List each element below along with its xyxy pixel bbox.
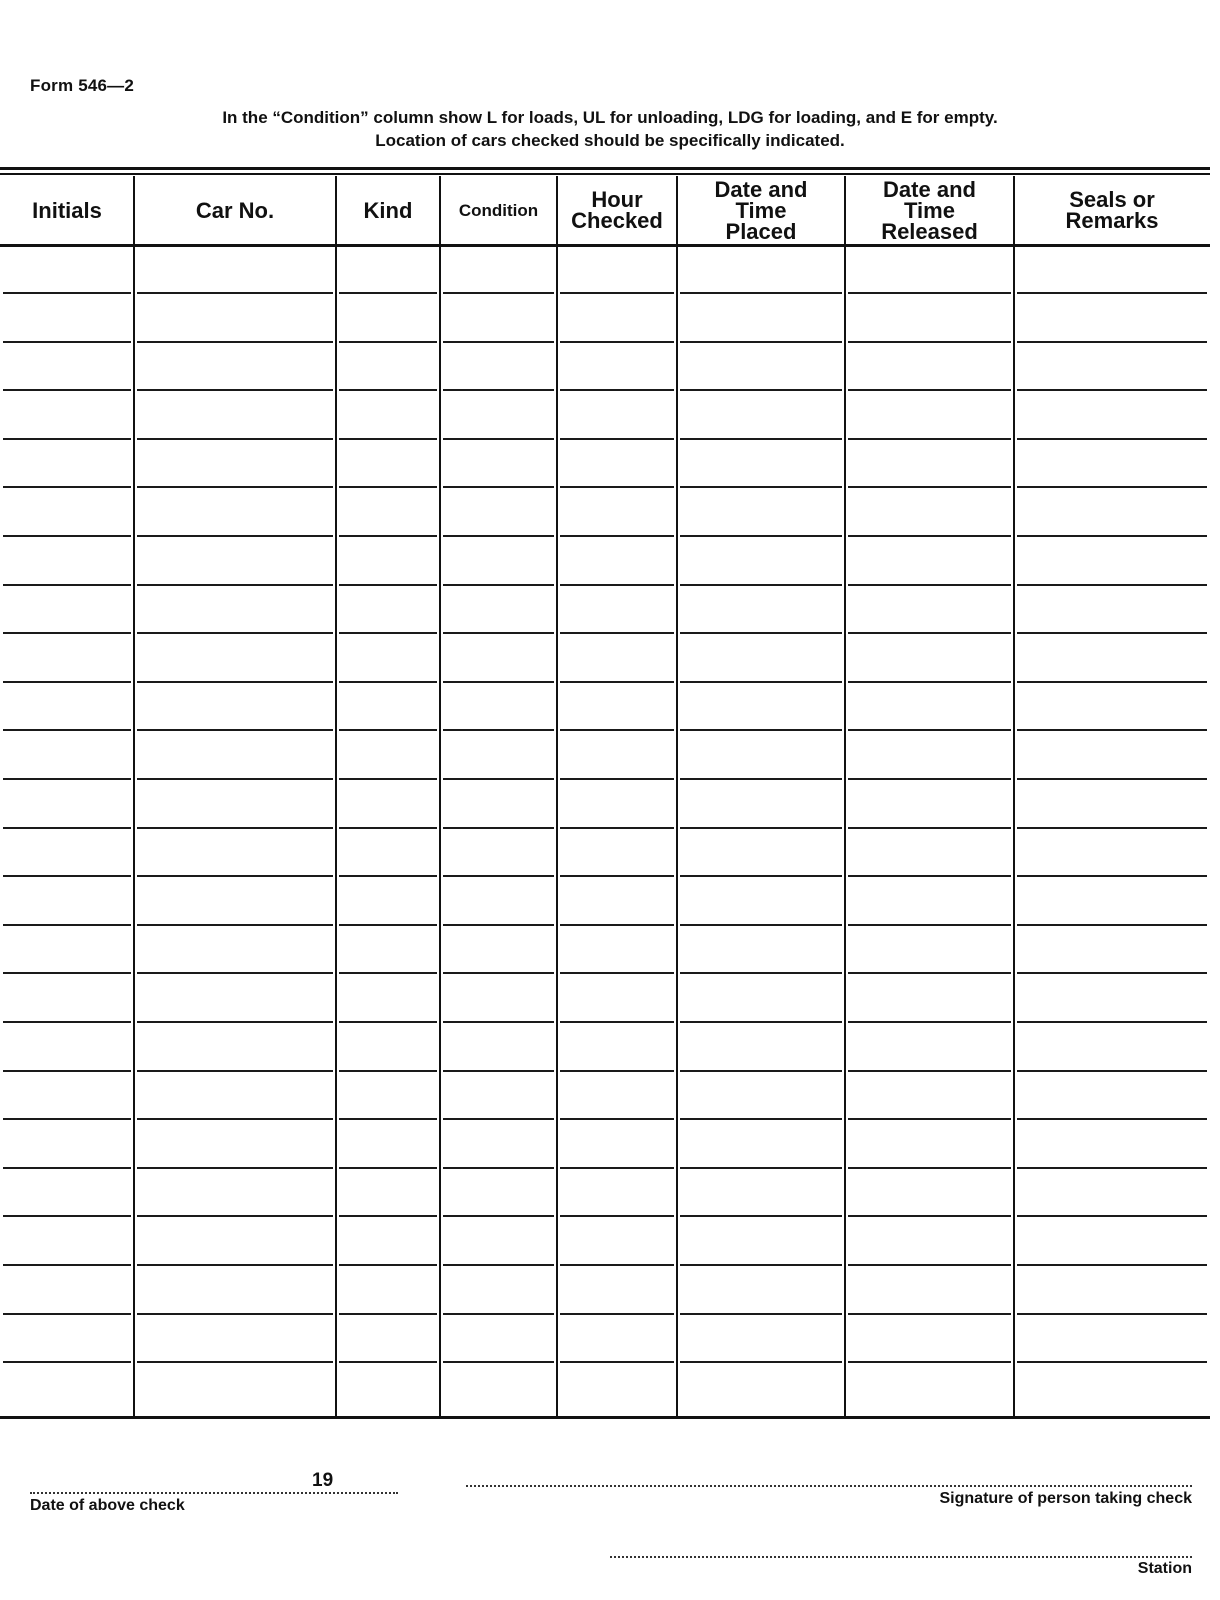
table-cell-condition[interactable] (444, 975, 553, 1021)
table-cell-initials[interactable] (4, 1024, 130, 1070)
table-cell-car-no[interactable] (138, 295, 332, 341)
form-number: Form 546—2 (30, 76, 135, 95)
table-cell-condition[interactable] (444, 926, 553, 972)
table-cell-date-time-placed[interactable] (681, 1315, 841, 1361)
table-cell-car-no[interactable] (138, 1218, 332, 1264)
table-cell-date-time-placed[interactable] (681, 1364, 841, 1410)
table-cell-initials[interactable] (4, 538, 130, 584)
table-cell-hour-checked[interactable] (561, 781, 673, 827)
table-row (0, 440, 1210, 488)
table-cell-hour-checked[interactable] (561, 538, 673, 584)
table-cell-seals-remarks[interactable] (1018, 829, 1206, 875)
table-row (0, 1072, 1210, 1120)
table-cell-car-no[interactable] (138, 635, 332, 681)
table-cell-seals-remarks[interactable] (1018, 926, 1206, 972)
table-cell-seals-remarks[interactable] (1018, 1218, 1206, 1264)
table-cell-hour-checked[interactable] (561, 975, 673, 1021)
table-cell-kind[interactable] (340, 1169, 436, 1215)
table-cell-car-no[interactable] (138, 440, 332, 486)
table-row (0, 975, 1210, 1023)
table-cell-seals-remarks[interactable] (1018, 1315, 1206, 1361)
table-cell-initials[interactable] (4, 1315, 130, 1361)
table-cell-seals-remarks[interactable] (1018, 392, 1206, 438)
table-cell-condition[interactable] (444, 489, 553, 535)
table-cell-seals-remarks[interactable] (1018, 586, 1206, 632)
table-cell-date-time-released[interactable] (849, 1315, 1010, 1361)
table-cell-initials[interactable] (4, 732, 130, 778)
table-cell-initials[interactable] (4, 392, 130, 438)
table-cell-seals-remarks[interactable] (1018, 440, 1206, 486)
station-label: Station (1137, 1560, 1192, 1577)
table-cell-kind[interactable] (340, 295, 436, 341)
table-cell-date-time-placed[interactable] (681, 1072, 841, 1118)
table-cell-car-no[interactable] (138, 1024, 332, 1070)
table-cell-date-time-released[interactable] (849, 829, 1010, 875)
table-cell-date-time-released[interactable] (849, 635, 1010, 681)
table-cell-initials[interactable] (4, 829, 130, 875)
table-row (0, 683, 1210, 731)
table-row (0, 392, 1210, 440)
table-cell-car-no[interactable] (138, 343, 332, 389)
column-header-initials: Initials (32, 197, 102, 223)
table-cell-condition[interactable] (444, 878, 553, 924)
table-cell-seals-remarks[interactable] (1018, 878, 1206, 924)
table-cell-initials[interactable] (4, 683, 130, 729)
table-cell-condition[interactable] (444, 538, 553, 584)
table-cell-car-no[interactable] (138, 1315, 332, 1361)
table-row (0, 586, 1210, 634)
table-cell-condition[interactable] (444, 781, 553, 827)
table-cell-date-time-placed[interactable] (681, 975, 841, 1021)
table-cell-condition[interactable] (444, 1364, 553, 1410)
table-bottom-rule (0, 1416, 1210, 1419)
table-cell-car-no[interactable] (138, 392, 332, 438)
table-top-rule-inner (0, 173, 1210, 175)
table-cell-initials[interactable] (4, 781, 130, 827)
table-cell-date-time-released[interactable] (849, 1169, 1010, 1215)
table-cell-hour-checked[interactable] (561, 1072, 673, 1118)
table-cell-date-time-placed[interactable] (681, 1024, 841, 1070)
table-cell-date-time-released[interactable] (849, 246, 1010, 292)
table-cell-condition[interactable] (444, 1267, 553, 1313)
table-row (0, 926, 1210, 974)
table-cell-hour-checked[interactable] (561, 926, 673, 972)
table-cell-kind[interactable] (340, 829, 436, 875)
table-cell-kind[interactable] (340, 926, 436, 972)
table-row (0, 829, 1210, 877)
table-cell-hour-checked[interactable] (561, 1121, 673, 1167)
table-cell-kind[interactable] (340, 586, 436, 632)
table-cell-seals-remarks[interactable] (1018, 781, 1206, 827)
table-cell-car-no[interactable] (138, 683, 332, 729)
table-cell-hour-checked[interactable] (561, 1267, 673, 1313)
year-prefix: 19 (312, 1470, 334, 1491)
table-cell-kind[interactable] (340, 440, 436, 486)
table-cell-hour-checked[interactable] (561, 1315, 673, 1361)
table-cell-seals-remarks[interactable] (1018, 489, 1206, 535)
table-cell-initials[interactable] (4, 295, 130, 341)
table-cell-condition[interactable] (444, 1024, 553, 1070)
table-cell-date-time-placed[interactable] (681, 878, 841, 924)
table-cell-seals-remarks[interactable] (1018, 1169, 1206, 1215)
table-top-rule (0, 167, 1210, 170)
table-cell-hour-checked[interactable] (561, 635, 673, 681)
station-field-line[interactable] (610, 1556, 1192, 1558)
table-cell-date-time-released[interactable] (849, 1024, 1010, 1070)
table-cell-initials[interactable] (4, 343, 130, 389)
table-cell-condition[interactable] (444, 295, 553, 341)
table-cell-condition[interactable] (444, 1218, 553, 1264)
table-cell-date-time-released[interactable] (849, 683, 1010, 729)
table-row (0, 878, 1210, 926)
table-cell-seals-remarks[interactable] (1018, 1121, 1206, 1167)
table-cell-initials[interactable] (4, 975, 130, 1021)
table-cell-car-no[interactable] (138, 975, 332, 1021)
table-cell-date-time-released[interactable] (849, 586, 1010, 632)
table-cell-date-time-released[interactable] (849, 732, 1010, 778)
table-cell-date-time-placed[interactable] (681, 635, 841, 681)
table-row (0, 781, 1210, 829)
table-cell-hour-checked[interactable] (561, 1169, 673, 1215)
table-cell-date-time-released[interactable] (849, 1121, 1010, 1167)
table-cell-condition[interactable] (444, 829, 553, 875)
table-cell-seals-remarks[interactable] (1018, 1364, 1206, 1410)
table-cell-date-time-released[interactable] (849, 878, 1010, 924)
table-cell-hour-checked[interactable] (561, 1364, 673, 1410)
table-cell-date-time-released[interactable] (849, 1218, 1010, 1264)
table-cell-kind[interactable] (340, 635, 436, 681)
table-cell-date-time-placed[interactable] (681, 489, 841, 535)
table-cell-hour-checked[interactable] (561, 683, 673, 729)
table-cell-condition[interactable] (444, 343, 553, 389)
table-cell-hour-checked[interactable] (561, 440, 673, 486)
column-header-condition: Condition (458, 200, 539, 220)
table-cell-seals-remarks[interactable] (1018, 975, 1206, 1021)
table-cell-kind[interactable] (340, 683, 436, 729)
table-cell-date-time-released[interactable] (849, 440, 1010, 486)
table-cell-car-no[interactable] (138, 489, 332, 535)
table-cell-date-time-placed[interactable] (681, 586, 841, 632)
table-cell-initials[interactable] (4, 1072, 130, 1118)
table-cell-date-time-placed[interactable] (681, 732, 841, 778)
table-cell-condition[interactable] (444, 440, 553, 486)
table-cell-condition[interactable] (444, 683, 553, 729)
table-cell-condition[interactable] (444, 1072, 553, 1118)
table-cell-seals-remarks[interactable] (1018, 1267, 1206, 1313)
table-cell-seals-remarks[interactable] (1018, 635, 1206, 681)
table-cell-car-no[interactable] (138, 829, 332, 875)
table-cell-condition[interactable] (444, 586, 553, 632)
table-cell-car-no[interactable] (138, 1121, 332, 1167)
table-cell-date-time-placed[interactable] (681, 829, 841, 875)
table-cell-car-no[interactable] (138, 1072, 332, 1118)
table-cell-car-no[interactable] (138, 732, 332, 778)
table-cell-date-time-placed[interactable] (681, 926, 841, 972)
column-header-seals-remarks: Seals or Remarks (1065, 187, 1159, 233)
table-cell-date-time-released[interactable] (849, 781, 1010, 827)
table-cell-initials[interactable] (4, 1218, 130, 1264)
table-cell-kind[interactable] (340, 1072, 436, 1118)
table-cell-hour-checked[interactable] (561, 1218, 673, 1264)
table-cell-date-time-placed[interactable] (681, 1169, 841, 1215)
table-body (0, 246, 1210, 1414)
table-cell-initials[interactable] (4, 1267, 130, 1313)
table-cell-hour-checked[interactable] (561, 343, 673, 389)
table-cell-initials[interactable] (4, 1364, 130, 1410)
table-cell-seals-remarks[interactable] (1018, 538, 1206, 584)
table-cell-date-time-placed[interactable] (681, 295, 841, 341)
table-cell-kind[interactable] (340, 1121, 436, 1167)
table-row (0, 1024, 1210, 1072)
table-cell-initials[interactable] (4, 1121, 130, 1167)
table-cell-kind[interactable] (340, 781, 436, 827)
table-cell-kind[interactable] (340, 538, 436, 584)
table-cell-kind[interactable] (340, 343, 436, 389)
table-cell-initials[interactable] (4, 878, 130, 924)
table-cell-date-time-placed[interactable] (681, 538, 841, 584)
table-cell-date-time-released[interactable] (849, 489, 1010, 535)
table-cell-initials[interactable] (4, 1169, 130, 1215)
table-cell-seals-remarks[interactable] (1018, 732, 1206, 778)
table-cell-date-time-placed[interactable] (681, 1267, 841, 1313)
table-cell-initials[interactable] (4, 489, 130, 535)
column-header-car-no: Car No. (195, 197, 275, 223)
table-cell-seals-remarks[interactable] (1018, 683, 1206, 729)
table-row (0, 1121, 1210, 1169)
date-of-check-label: Date of above check (30, 1497, 185, 1514)
table-cell-date-time-placed[interactable] (681, 392, 841, 438)
table-cell-hour-checked[interactable] (561, 1024, 673, 1070)
table-cell-hour-checked[interactable] (561, 295, 673, 341)
column-header-date-time-placed: Date and Time Placed (714, 176, 808, 244)
table-cell-condition[interactable] (444, 1169, 553, 1215)
table-cell-car-no[interactable] (138, 538, 332, 584)
table-row (0, 1218, 1210, 1266)
table-cell-hour-checked[interactable] (561, 586, 673, 632)
table-row (0, 246, 1210, 294)
table-cell-car-no[interactable] (138, 246, 332, 292)
table-cell-date-time-placed[interactable] (681, 781, 841, 827)
table-cell-date-time-placed[interactable] (681, 246, 841, 292)
table-cell-initials[interactable] (4, 246, 130, 292)
table-cell-date-time-released[interactable] (849, 1364, 1010, 1410)
table-row (0, 538, 1210, 586)
date-field-line[interactable] (30, 1492, 398, 1494)
column-header-kind: Kind (363, 197, 413, 223)
table-cell-date-time-placed[interactable] (681, 1121, 841, 1167)
table-cell-date-time-released[interactable] (849, 392, 1010, 438)
column-header-date-time-released: Date and Time Released (881, 176, 978, 244)
table-cell-hour-checked[interactable] (561, 732, 673, 778)
table-cell-initials[interactable] (4, 635, 130, 681)
table-cell-seals-remarks[interactable] (1018, 295, 1206, 341)
table-cell-date-time-placed[interactable] (681, 683, 841, 729)
table-cell-car-no[interactable] (138, 1364, 332, 1410)
table-cell-date-time-released[interactable] (849, 975, 1010, 1021)
table-row (0, 1315, 1210, 1363)
table-cell-kind[interactable] (340, 975, 436, 1021)
table-cell-seals-remarks[interactable] (1018, 1024, 1206, 1070)
table-cell-date-time-released[interactable] (849, 295, 1010, 341)
table-cell-initials[interactable] (4, 440, 130, 486)
table-cell-kind[interactable] (340, 878, 436, 924)
table-cell-hour-checked[interactable] (561, 489, 673, 535)
table-cell-hour-checked[interactable] (561, 246, 673, 292)
signature-label: Signature of person taking check (939, 1490, 1192, 1507)
signature-field-line[interactable] (466, 1485, 1192, 1487)
table-cell-date-time-released[interactable] (849, 926, 1010, 972)
table-cell-kind[interactable] (340, 1315, 436, 1361)
table-cell-car-no[interactable] (138, 926, 332, 972)
table-cell-condition[interactable] (444, 635, 553, 681)
table-cell-car-no[interactable] (138, 781, 332, 827)
table-cell-kind[interactable] (340, 246, 436, 292)
table-cell-car-no[interactable] (138, 878, 332, 924)
table-row (0, 1364, 1210, 1412)
table-cell-kind[interactable] (340, 1364, 436, 1410)
table-cell-kind[interactable] (340, 1218, 436, 1264)
table-cell-condition[interactable] (444, 1121, 553, 1167)
table-cell-date-time-released[interactable] (849, 343, 1010, 389)
table-cell-seals-remarks[interactable] (1018, 343, 1206, 389)
table-row (0, 489, 1210, 537)
table-cell-seals-remarks[interactable] (1018, 1072, 1206, 1118)
table-row (0, 295, 1210, 343)
table-row (0, 635, 1210, 683)
table-cell-kind[interactable] (340, 732, 436, 778)
instructions-line-1: In the “Condition” column show L for loads, UL for unloading, LDG for loading, and E for empty. (222, 108, 998, 127)
table-cell-condition[interactable] (444, 1315, 553, 1361)
table-cell-kind[interactable] (340, 489, 436, 535)
column-header-hour-checked: Hour Checked (571, 187, 663, 233)
table-cell-date-time-released[interactable] (849, 1267, 1010, 1313)
table-cell-hour-checked[interactable] (561, 392, 673, 438)
table-cell-car-no[interactable] (138, 1267, 332, 1313)
table-cell-hour-checked[interactable] (561, 878, 673, 924)
table-row (0, 1169, 1210, 1217)
table-cell-car-no[interactable] (138, 1169, 332, 1215)
form-instructions (140, 106, 1080, 152)
table-row (0, 1267, 1210, 1315)
table-cell-condition[interactable] (444, 732, 553, 778)
table-row (0, 732, 1210, 780)
table-cell-kind[interactable] (340, 1024, 436, 1070)
table-cell-date-time-released[interactable] (849, 1072, 1010, 1118)
table-row (0, 343, 1210, 391)
table-cell-hour-checked[interactable] (561, 829, 673, 875)
table-cell-condition[interactable] (444, 246, 553, 292)
table-cell-date-time-placed[interactable] (681, 440, 841, 486)
table-cell-initials[interactable] (4, 926, 130, 972)
table-cell-kind[interactable] (340, 392, 436, 438)
table-cell-condition[interactable] (444, 392, 553, 438)
table-cell-seals-remarks[interactable] (1018, 246, 1206, 292)
table-cell-kind[interactable] (340, 1267, 436, 1313)
table-cell-date-time-released[interactable] (849, 538, 1010, 584)
table-cell-date-time-placed[interactable] (681, 1218, 841, 1264)
instructions-line-2: Location of cars checked should be specifically indicated. (375, 131, 845, 150)
table-cell-date-time-placed[interactable] (681, 343, 841, 389)
table-cell-car-no[interactable] (138, 586, 332, 632)
table-cell-initials[interactable] (4, 586, 130, 632)
